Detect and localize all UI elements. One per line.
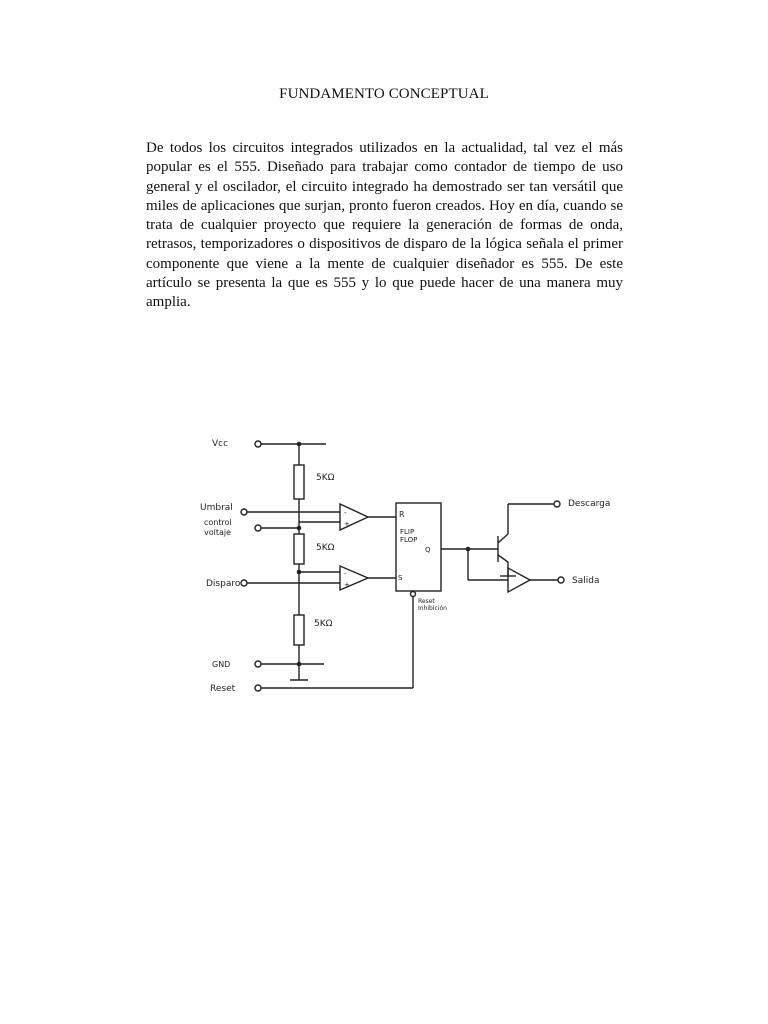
ff-q-label: Q [425, 546, 431, 554]
ff-name-1: FLIP [400, 528, 415, 536]
resistor-top [294, 465, 304, 499]
label-resistor-top: 5KΩ [316, 473, 335, 483]
label-gnd: GND [212, 660, 231, 669]
label-resistor-mid: 5KΩ [316, 543, 335, 553]
output-buffer [508, 568, 530, 592]
reset-terminal [255, 685, 261, 691]
reset-int-1: Reset [418, 598, 435, 605]
comp-upper-minus: - [344, 509, 347, 517]
label-reset: Reset [210, 684, 236, 694]
label-descarga: Descarga [568, 499, 611, 509]
comp-lower-minus: - [344, 570, 347, 578]
label-salida: Salida [572, 576, 600, 586]
ff-s-label: S [398, 574, 403, 582]
reset-bubble [411, 592, 416, 597]
label-vcc: Vcc [212, 439, 229, 449]
page-title: FUNDAMENTO CONCEPTUAL [279, 86, 489, 102]
circuit-diagram-svg [192, 422, 624, 706]
wires [241, 441, 564, 691]
circuit-diagram [192, 422, 624, 706]
ff-r-label: R [399, 510, 405, 519]
comp-lower-plus: + [344, 581, 350, 589]
label-control-1: control [204, 518, 232, 527]
resistor-mid [294, 534, 304, 564]
label-disparo: Disparo [206, 579, 241, 589]
body-paragraph: De todos los circuitos integrados utilizados en la actualidad, tal vez el más popular es el 555. Diseñado para trabajar como contador de tiempo de uso general y el oscilador, el circuito integrado ha demostrado ser tan versátil que miles de aplicaciones que surjan, pronto fueron creados. Hoy en día, cuando se trata de cualquier proyecto que requiere la generación de formas de onda, retrasos, temporizadores o dispositivos de disparo de la lógica señala el primer componente que viene a la mente de cualquier diseñador es 555. De este artículo se presenta la que es 555 y lo que puede hacer de una manera muy amplia. [146, 140, 623, 311]
label-resistor-bot: 5KΩ [314, 619, 333, 629]
disparo-terminal [241, 580, 247, 586]
control-terminal [255, 525, 261, 531]
salida-terminal [558, 577, 564, 583]
ff-name-2: FLOP [400, 536, 418, 544]
gnd-terminal [255, 661, 261, 667]
vcc-terminal [255, 441, 261, 447]
descarga-terminal [554, 501, 560, 507]
resistor-bot [294, 615, 304, 645]
comp-upper-plus: + [344, 520, 350, 528]
umbral-terminal [241, 509, 247, 515]
label-umbral: Umbral [200, 503, 233, 513]
label-control-2: voltaje [204, 528, 232, 537]
reset-int-2: Inhibición [418, 605, 447, 612]
